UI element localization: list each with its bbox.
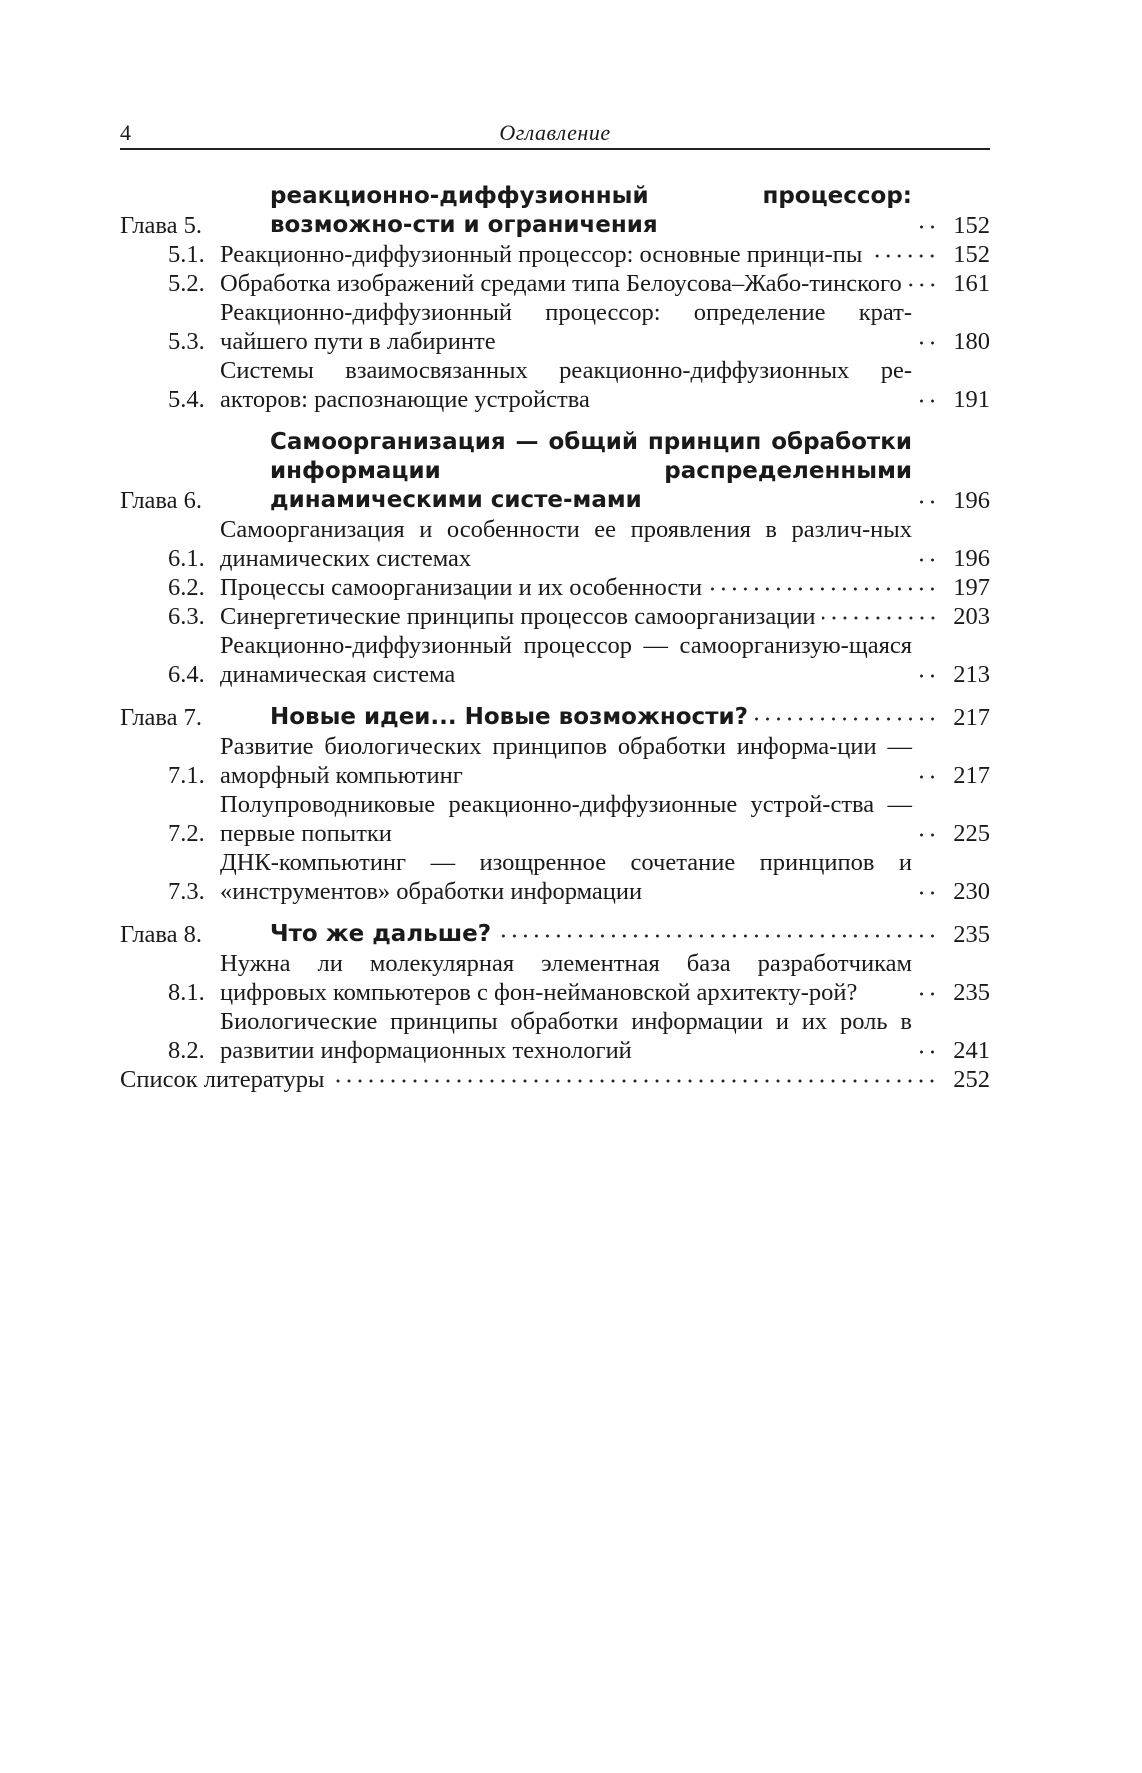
dot-leader xyxy=(918,220,938,234)
section-page: 217 xyxy=(953,762,990,789)
dot-leader xyxy=(708,582,938,596)
section-number: 7.3. xyxy=(168,878,205,905)
bibliography-page: 252 xyxy=(953,1066,990,1093)
chapter-8 xyxy=(120,920,990,1065)
section-number: 6.4. xyxy=(168,661,205,688)
section-title: ДНК-компьютинг — изощренное сочетание принципов и «инструментов» обработки информации xyxy=(220,849,912,905)
section-entry[interactable] xyxy=(120,515,990,573)
section-title: Самоорганизация и особенности ее проявления в различ-ных динамических системах xyxy=(220,516,912,572)
bibliography-title: Список литературы xyxy=(120,1066,325,1093)
dot-leader xyxy=(918,770,938,784)
dot-leader xyxy=(918,336,938,350)
chapter-label: Глава 5. xyxy=(120,212,203,239)
section-entry[interactable] xyxy=(120,298,990,356)
section-number: 6.1. xyxy=(168,545,205,572)
section-entry[interactable] xyxy=(120,573,990,602)
section-number: 5.1. xyxy=(168,241,205,268)
bibliography-entry[interactable] xyxy=(120,1065,990,1094)
section-entry[interactable] xyxy=(120,356,990,414)
chapter-title: Что же дальше? xyxy=(270,921,492,947)
chapter-entry[interactable] xyxy=(120,428,990,515)
dot-leader xyxy=(918,669,938,683)
section-title: Реакционно-диффузионный процессор — самоорганизую-щаяся динамическая система xyxy=(220,632,912,688)
dot-leader xyxy=(918,987,938,1001)
section-page: 213 xyxy=(953,661,990,688)
chapter-6 xyxy=(120,428,990,689)
section-page: 241 xyxy=(953,1037,990,1064)
chapter-page: 217 xyxy=(953,704,990,731)
section-entry[interactable] xyxy=(120,790,990,848)
section-title: Нужна ли молекулярная элементная база разработчикам цифровых компьютеров с фон-неймановской архитекту-рой? xyxy=(220,950,912,1006)
chapter-label: Глава 6. xyxy=(120,487,203,514)
section-title: Развитие биологических принципов обработки информа-ции — аморфный компьютинг xyxy=(220,733,912,789)
dot-leader xyxy=(754,712,938,726)
section-page: 191 xyxy=(953,386,990,413)
section-entry[interactable] xyxy=(120,269,990,298)
section-entry[interactable] xyxy=(120,631,990,689)
section-page: 152 xyxy=(953,241,990,268)
dot-leader xyxy=(918,886,938,900)
section-title: Обработка изображений средами типа Белоусова–Жабо-тинского xyxy=(220,270,902,297)
section-page: 180 xyxy=(953,328,990,355)
section-page: 225 xyxy=(953,820,990,847)
dot-leader xyxy=(918,1045,938,1059)
chapter-entry[interactable] xyxy=(120,920,990,949)
section-page: 161 xyxy=(953,270,990,297)
chapter-title: Самоорганизация — общий принцип обработки информации распределенными динамическими систе-мами xyxy=(270,429,912,513)
section-page: 203 xyxy=(953,603,990,630)
chapter-5 xyxy=(120,182,990,414)
running-title: Оглавление xyxy=(499,120,611,145)
section-number: 5.3. xyxy=(168,328,205,355)
section-page: 196 xyxy=(953,545,990,572)
chapter-label: Глава 7. xyxy=(120,704,203,731)
dot-leader xyxy=(330,1074,938,1088)
section-title: Синергетические принципы процессов самоорганизации xyxy=(220,603,816,630)
chapter-title: реакционно-диффузионный процессор: возможно-сти и ограничения xyxy=(270,183,912,238)
dot-leader xyxy=(918,394,938,408)
dot-leader xyxy=(918,495,938,509)
dot-leader xyxy=(822,611,938,625)
section-number: 7.2. xyxy=(168,820,205,847)
chapter-label: Глава 8. xyxy=(120,921,203,948)
chapter-page: 152 xyxy=(953,212,990,239)
section-title: Реакционно-диффузионный процессор: основные принци-пы xyxy=(220,241,863,268)
section-number: 5.4. xyxy=(168,386,205,413)
chapter-entry[interactable] xyxy=(120,182,990,240)
section-entry[interactable] xyxy=(120,240,990,269)
table-of-contents xyxy=(120,182,990,1094)
dot-leader xyxy=(918,828,938,842)
section-title: Реакционно-диффузионный процессор: определение крат-чайшего пути в лабиринте xyxy=(220,299,912,355)
chapter-entry[interactable] xyxy=(120,703,990,732)
section-title: Процессы самоорганизации и их особенности xyxy=(220,574,703,601)
section-page: 235 xyxy=(953,979,990,1006)
section-entry[interactable] xyxy=(120,949,990,1007)
running-head xyxy=(120,120,990,150)
dot-leader xyxy=(497,929,938,943)
section-number: 6.2. xyxy=(168,574,205,601)
dot-leader xyxy=(918,553,938,567)
section-page: 230 xyxy=(953,878,990,905)
chapter-7 xyxy=(120,703,990,906)
chapter-title: Новые идеи... Новые возможности? xyxy=(270,704,748,730)
section-number: 6.3. xyxy=(168,603,205,630)
section-number: 8.2. xyxy=(168,1037,205,1064)
section-page: 197 xyxy=(953,574,990,601)
section-entry[interactable] xyxy=(120,848,990,906)
section-entry[interactable] xyxy=(120,1007,990,1065)
chapter-page: 196 xyxy=(953,487,990,514)
chapter-page: 235 xyxy=(953,921,990,948)
section-title: Полупроводниковые реакционно-диффузионные устрой-ства — первые попытки xyxy=(220,791,912,847)
page-number: 4 xyxy=(120,120,131,145)
section-entry[interactable] xyxy=(120,602,990,631)
dot-leader xyxy=(908,278,938,292)
dot-leader xyxy=(868,249,938,263)
section-number: 8.1. xyxy=(168,979,205,1006)
section-number: 5.2. xyxy=(168,270,205,297)
book-page xyxy=(120,120,990,1094)
section-title: Системы взаимосвязанных реакционно-диффузионных ре-акторов: распознающие устройства xyxy=(220,357,912,413)
section-title: Биологические принципы обработки информации и их роль в развитии информационных технологий xyxy=(220,1008,912,1064)
section-number: 7.1. xyxy=(168,762,205,789)
section-entry[interactable] xyxy=(120,732,990,790)
